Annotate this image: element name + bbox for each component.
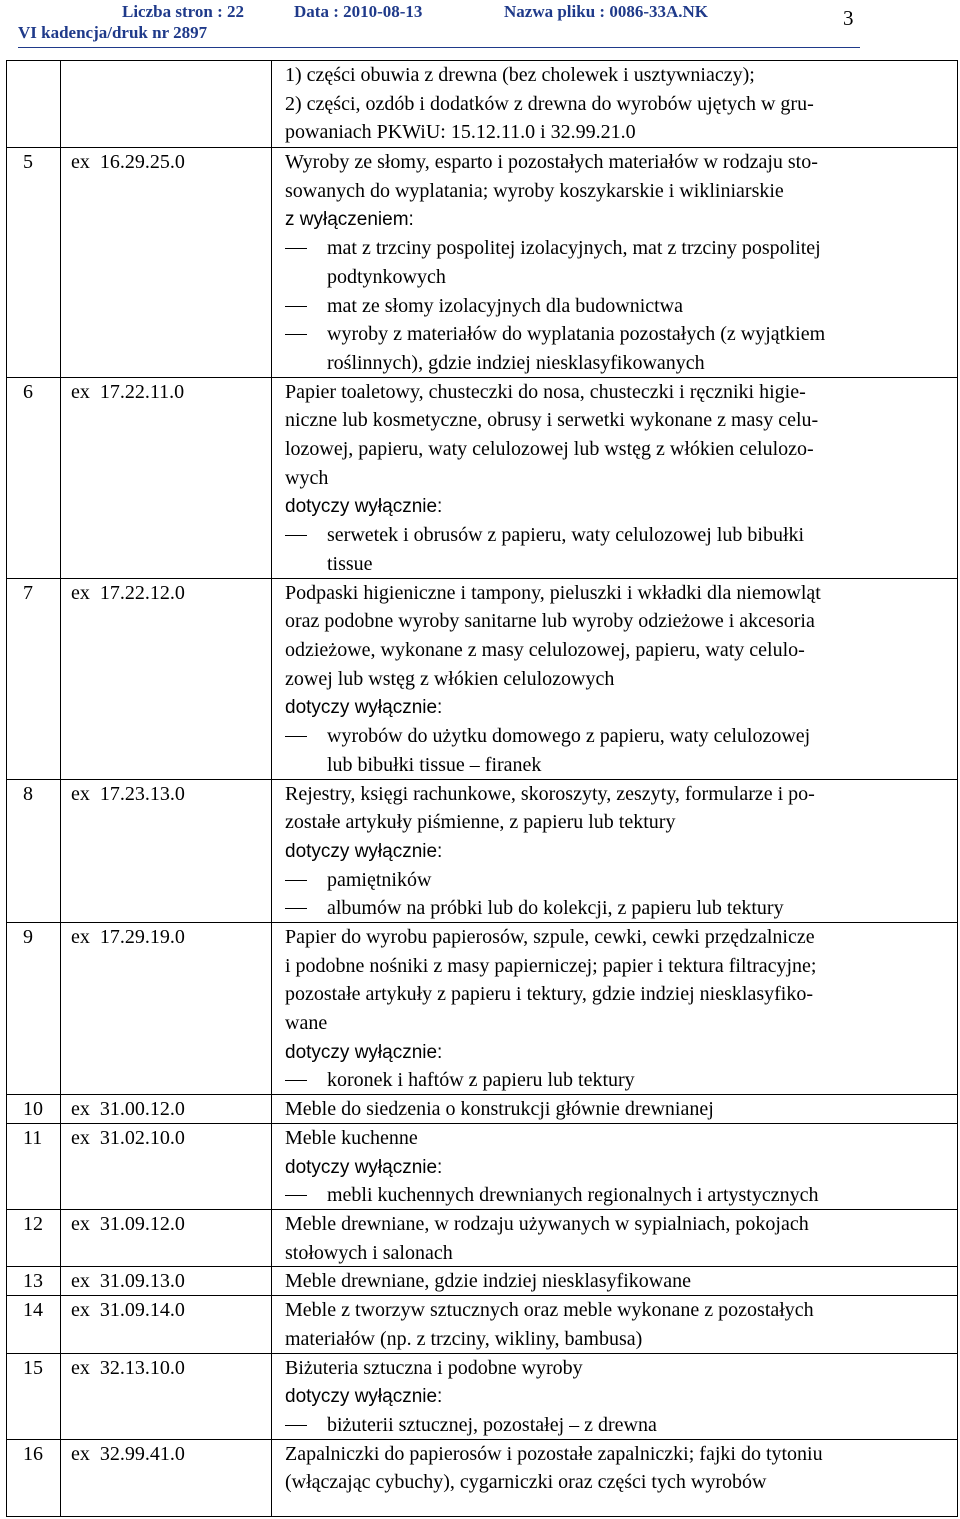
description-text: pamiętników — [327, 868, 432, 891]
description-line — [285, 1354, 945, 1383]
description-text: wych — [285, 466, 329, 489]
description-text: Rejestry, księgi rachunkowe, skoroszyty, zeszyty, formularze i po- — [285, 782, 815, 805]
page-number: 3 — [843, 6, 854, 30]
goods-description — [285, 148, 945, 378]
description-text: mat z trzciny pospolitej izolacyjnych, mat z trzciny pospolitej — [327, 237, 821, 260]
description-text: oraz podobne wyroby sanitarne lub wyroby odzieżowe i akcesoria — [285, 610, 815, 633]
row-number: 15 — [23, 1356, 43, 1379]
description-text: powaniach PKWiU: 15.12.11.0 i 32.99.21.0 — [285, 121, 636, 144]
description-text: niczne lub kosmetyczne, obrusy i serwetki wykonane z masy celu- — [285, 409, 819, 432]
description-text: Papier do wyrobu papierosów, szpule, cewki, cewki przędzalnicze — [285, 926, 815, 948]
pkwiu-code: ex 32.13.10.0 — [71, 1356, 185, 1379]
file-name-label: Nazwa pliku : 0086-33A.NK — [504, 2, 709, 21]
dash-list-item — [285, 866, 945, 895]
row-number: 6 — [23, 380, 33, 403]
kadencja-label: VI kadencja/druk nr 2897 — [18, 23, 208, 42]
description-text: tissue — [327, 552, 373, 575]
description-text: sowanych do wyplatania; wyroby koszykarskie i wikliniarskie — [285, 179, 784, 202]
description-line — [285, 1325, 945, 1354]
pkwiu-code: ex 31.09.13.0 — [71, 1270, 185, 1293]
goods-description — [285, 579, 945, 780]
description-text: stołowych i salonach — [285, 1241, 453, 1264]
description-text: lub bibułki tissue – firanek — [327, 753, 542, 776]
description-text: Meble drewniane, gdzie indziej niesklasyfikowane — [285, 1270, 691, 1293]
description-text: (włączając cybuchy), cygarniczki oraz części tych wyrobów — [285, 1471, 767, 1494]
table-row — [7, 578, 957, 780]
description-line — [285, 579, 945, 608]
row-number: 5 — [23, 151, 33, 174]
description-text: wane — [285, 1012, 328, 1035]
description-text: Meble do siedzenia o konstrukcji głównie drewnianej — [285, 1098, 714, 1121]
description-text: dotyczy wyłącznie: — [285, 840, 443, 862]
table-row — [7, 1209, 957, 1267]
description-line — [285, 550, 945, 579]
pkwiu-code: ex 31.09.14.0 — [71, 1299, 185, 1322]
description-text: Papier toaletowy, chusteczki do nosa, chusteczki i ręczniki higie- — [285, 380, 806, 403]
description-line — [285, 1153, 945, 1182]
pkwiu-code: ex 31.00.12.0 — [71, 1098, 185, 1121]
goods-description — [285, 923, 945, 1095]
dash-list-item — [285, 521, 945, 550]
row-number: 12 — [23, 1213, 43, 1235]
description-line — [285, 378, 945, 407]
dash-list-item — [285, 722, 945, 751]
description-text: roślinnych), gdzie indziej niesklasyfikowanych — [327, 351, 705, 374]
goods-description — [285, 1267, 945, 1296]
table-row — [7, 61, 957, 147]
description-line — [285, 1009, 945, 1038]
goods-description — [285, 1124, 945, 1210]
dash-list-item — [285, 894, 945, 923]
description-text: Meble drewniane, w rodzaju używanych w sypialniach, pokojach — [285, 1213, 809, 1235]
description-line — [285, 464, 945, 493]
goods-description — [285, 1210, 945, 1267]
description-text: dotyczy wyłącznie: — [285, 697, 443, 719]
description-line — [285, 349, 945, 378]
table-row — [7, 377, 957, 579]
description-text: odzieżowe, wykonane z masy celulozowej, papieru, waty celulo- — [285, 638, 805, 661]
description-text: dotyczy wyłącznie: — [285, 1156, 443, 1178]
description-text: Zapalniczki do papierosów i pozostałe zapalniczki; fajki do tytoniu — [285, 1442, 823, 1465]
row-number: 13 — [23, 1270, 43, 1293]
description-text: lozowej, papieru, waty celulozowej lub wstęg z włókien celulozo- — [285, 438, 814, 461]
description-line — [285, 492, 945, 521]
description-line — [285, 1095, 945, 1124]
description-line — [285, 665, 945, 694]
description-text: Meble z tworzyw sztucznych oraz meble wykonane z pozostałych — [285, 1299, 814, 1322]
description-line — [285, 61, 945, 90]
description-text: zowej lub wstęg z włókien celulozowych — [285, 667, 615, 690]
description-line — [285, 205, 945, 234]
header-rule — [18, 47, 860, 48]
description-text: z wyłączeniem: — [285, 209, 414, 231]
description-line — [285, 263, 945, 292]
description-line — [285, 693, 945, 722]
description-line — [285, 952, 945, 981]
description-line — [285, 177, 945, 206]
description-text: koronek i haftów z papieru lub tektury — [327, 1069, 635, 1092]
table-row — [7, 1094, 957, 1124]
description-line — [285, 1267, 945, 1296]
goods-description — [285, 1440, 945, 1497]
description-text: Biżuteria sztuczna i podobne wyroby — [285, 1356, 583, 1379]
description-line — [285, 751, 945, 780]
table-row — [7, 1439, 957, 1497]
pkwiu-code: ex 16.29.25.0 — [71, 151, 185, 174]
description-text: dotyczy wyłącznie: — [285, 1041, 443, 1063]
description-text: mat ze słomy izolacyjnych dla budownictwa — [327, 294, 684, 317]
goods-description — [285, 61, 945, 147]
description-text: pozostałe artykuły z papieru i tektury, gdzie indziej niesklasyfiko- — [285, 983, 813, 1006]
pkwiu-code: ex 31.02.10.0 — [71, 1126, 185, 1149]
row-number: 11 — [23, 1126, 43, 1149]
goods-description — [285, 780, 945, 923]
description-line — [285, 780, 945, 809]
pkwiu-code: ex 32.99.41.0 — [71, 1442, 185, 1465]
description-text: zostałe artykuły piśmienne, z papieru lub tektury — [285, 811, 676, 834]
description-line — [285, 1382, 945, 1411]
dash-list-item — [285, 234, 945, 263]
description-line — [285, 923, 945, 952]
description-text: podtynkowych — [327, 265, 446, 288]
dash-list-item — [285, 320, 945, 349]
table-row — [7, 1295, 957, 1353]
description-line — [285, 980, 945, 1009]
description-line — [285, 1210, 945, 1239]
description-text: wyrobów do użytku domowego z papieru, waty celulozowej — [327, 725, 811, 748]
description-line — [285, 1239, 945, 1268]
goods-description — [285, 1296, 945, 1353]
table-row — [7, 1123, 957, 1210]
goods-table — [6, 60, 958, 1517]
dash-list-item — [285, 1066, 945, 1095]
description-text: dotyczy wyłącznie: — [285, 496, 443, 518]
description-text: Wyroby ze słomy, esparto i pozostałych materiałów w rodzaju sto- — [285, 151, 818, 174]
description-text: Podpaski higieniczne i tampony, pieluszki i wkładki dla niemowląt — [285, 581, 821, 604]
description-text: Meble kuchenne — [285, 1126, 418, 1149]
description-line — [285, 90, 945, 119]
dash-list-item — [285, 1411, 945, 1440]
description-line — [285, 636, 945, 665]
description-text: 2) części, ozdób i dodatków z drewna do wyrobów ujętych w gru- — [285, 92, 814, 115]
description-text: wyroby z materiałów do wyplatania pozostałych (z wyjątkiem — [327, 323, 826, 346]
description-line — [285, 1468, 945, 1497]
pkwiu-code: ex 31.09.12.0 — [71, 1213, 185, 1235]
description-line — [285, 1038, 945, 1067]
goods-description — [285, 1354, 945, 1440]
row-number: 8 — [23, 782, 33, 805]
row-number: 10 — [23, 1098, 43, 1121]
description-text: materiałów (np. z trzciny, wikliny, bambusa) — [285, 1327, 643, 1350]
row-number: 9 — [23, 926, 33, 948]
description-text: albumów na próbki lub do kolekcji, z papieru lub tektury — [327, 897, 784, 920]
row-number: 14 — [23, 1299, 43, 1322]
pkwiu-code: ex 17.22.11.0 — [71, 380, 185, 403]
description-text: serwetek i obrusów z papieru, waty celulozowej lub bibułki — [327, 524, 805, 547]
description-text: dotyczy wyłącznie: — [285, 1386, 443, 1408]
description-line — [285, 808, 945, 837]
goods-description — [285, 378, 945, 579]
description-line — [285, 1296, 945, 1325]
description-line — [285, 118, 945, 147]
dash-list-item — [285, 292, 945, 321]
page-count-label: Liczba stron : 22 — [122, 2, 244, 21]
description-line — [285, 1124, 945, 1153]
table-row — [7, 1353, 957, 1440]
pkwiu-code: ex 17.22.12.0 — [71, 581, 185, 604]
description-text: i podobne nośniki z masy papierniczej; papier i tektura filtracyjne; — [285, 954, 817, 977]
dash-list-item — [285, 1181, 945, 1210]
description-line — [285, 1440, 945, 1469]
pkwiu-code: ex 17.23.13.0 — [71, 782, 185, 805]
description-line — [285, 406, 945, 435]
description-line — [285, 607, 945, 636]
table-row — [7, 1266, 957, 1296]
row-number: 7 — [23, 581, 33, 604]
description-line — [285, 837, 945, 866]
table-row — [7, 147, 957, 378]
description-text: 1) części obuwia z drewna (bez cholewek i usztywniaczy); — [285, 64, 755, 86]
description-text: mebli kuchennych drewnianych regionalnych i artystycznych — [327, 1184, 819, 1207]
description-line — [285, 435, 945, 464]
table-row — [7, 922, 957, 1095]
description-text: biżuterii sztucznej, pozostałej – z drewna — [327, 1413, 657, 1436]
row-number: 16 — [23, 1442, 43, 1465]
description-line — [285, 148, 945, 177]
goods-description — [285, 1095, 945, 1124]
date-label: Data : 2010-08-13 — [294, 2, 423, 21]
table-row — [7, 779, 957, 924]
pkwiu-code: ex 17.29.19.0 — [71, 926, 185, 948]
